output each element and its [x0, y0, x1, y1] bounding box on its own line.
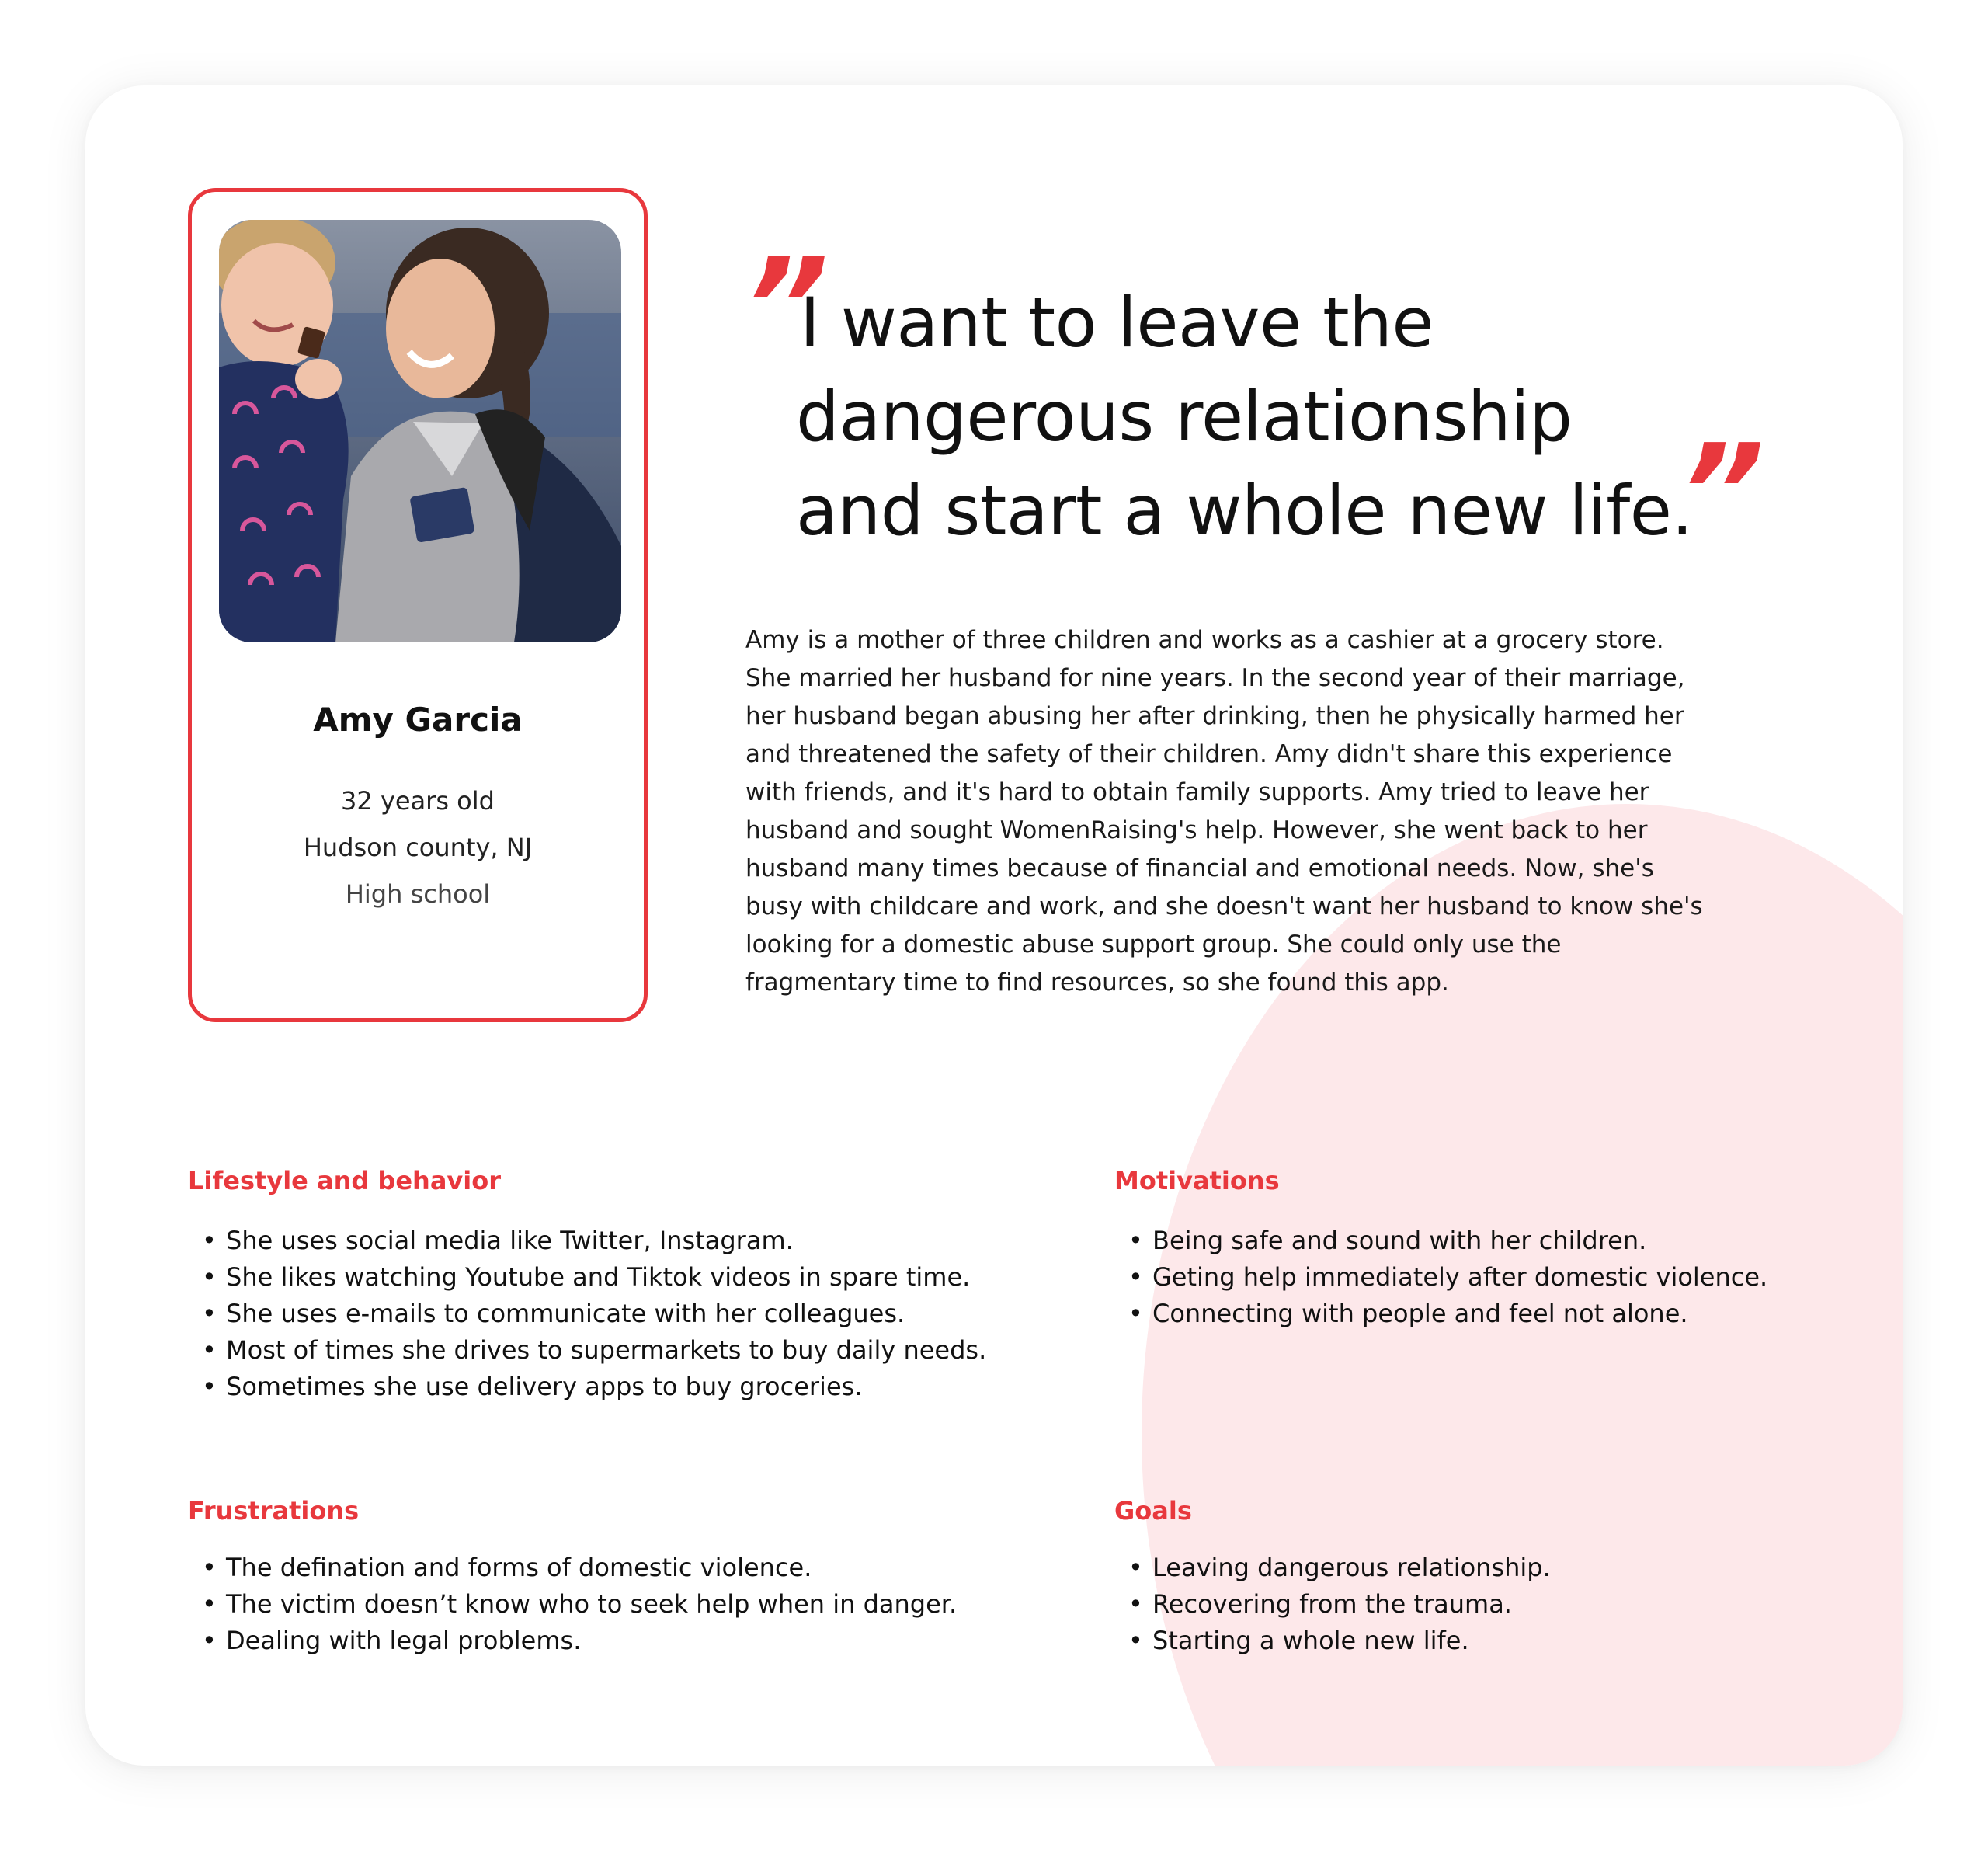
frustrations-list [188, 1550, 957, 1659]
list-item: • Most of times she drives to supermarkets to buy daily needs. [188, 1332, 986, 1369]
list-item: • The victim doesn’t know who to seek help when in danger. [188, 1586, 957, 1623]
bio-line: husband and sought WomenRaising's help. However, she went back to her [746, 816, 1648, 844]
list-item: • Being safe and sound with her children. [1114, 1223, 1767, 1259]
list-item: • She likes watching Youtube and Tiktok videos in spare time. [188, 1259, 986, 1296]
bio-line: with friends, and it's hard to obtain family supports. Amy tried to leave her [746, 778, 1649, 806]
persona-location: Hudson county, NJ [303, 833, 533, 862]
bio-line: She married her husband for nine years. In the second year of their marriage, [746, 664, 1685, 692]
list-item: • The defination and forms of domestic violence. [188, 1550, 957, 1586]
list-item: • Recovering from the trauma. [1114, 1586, 1551, 1623]
profile-card [188, 188, 648, 1022]
goals-section [1114, 1495, 1551, 1659]
bio-line: and threatened the safety of their children. Amy didn't share this experience [746, 740, 1673, 768]
persona-age: 32 years old [341, 786, 495, 816]
quote-line-1: I want to leave the [800, 283, 1434, 363]
close-quote-icon: ” [1680, 416, 1765, 570]
list-item: • Sometimes she use delivery apps to buy groceries. [188, 1369, 986, 1405]
bio-line: looking for a domestic abuse support group. She could only use the [746, 931, 1562, 959]
open-quote-icon: ” [744, 230, 829, 384]
bio-line: busy with childcare and work, and she doesn't want her husband to know she's [746, 892, 1703, 920]
persona-card [85, 85, 1903, 1766]
motivations-title: Motivations [1114, 1166, 1280, 1195]
motivations-section [1114, 1165, 1767, 1332]
bio-line: fragmentary time to find resources, so she found this app. [746, 969, 1449, 997]
bio-line: Amy is a mother of three children and works as a cashier at a grocery store. [746, 626, 1664, 654]
list-item: • She uses e-mails to communicate with her colleagues. [188, 1296, 986, 1332]
lifestyle-section [188, 1165, 986, 1405]
motivations-list [1114, 1223, 1767, 1332]
persona-education: High school [345, 879, 491, 909]
list-item: • Dealing with legal problems. [188, 1623, 957, 1659]
quote-line-2: dangerous relationship [796, 377, 1573, 457]
list-item: • Starting a whole new life. [1114, 1623, 1551, 1659]
frustrations-title: Frustrations [188, 1496, 360, 1526]
goals-title: Goals [1114, 1496, 1192, 1526]
list-item: • Leaving dangerous relationship. [1114, 1550, 1551, 1586]
lifestyle-title: Lifestyle and behavior [188, 1166, 501, 1195]
lifestyle-list [188, 1223, 986, 1405]
list-item: • Connecting with people and feel not alone. [1114, 1296, 1767, 1332]
persona-bio [746, 621, 1778, 1002]
bio-line: her husband began abusing her after drinking, then he physically harmed her [746, 702, 1684, 730]
persona-name: Amy Garcia [313, 701, 523, 739]
list-item: • She uses social media like Twitter, Instagram. [188, 1223, 986, 1259]
list-item: • Geting help immediately after domestic violence. [1114, 1259, 1767, 1296]
persona-quote [796, 276, 1767, 570]
quote-line-3: and start a whole new life. [796, 471, 1693, 551]
goals-list [1114, 1550, 1551, 1659]
profile-photo [219, 220, 621, 642]
frustrations-section [188, 1495, 957, 1659]
bio-line: husband many times because of financial and emotional needs. Now, she's [746, 854, 1654, 882]
